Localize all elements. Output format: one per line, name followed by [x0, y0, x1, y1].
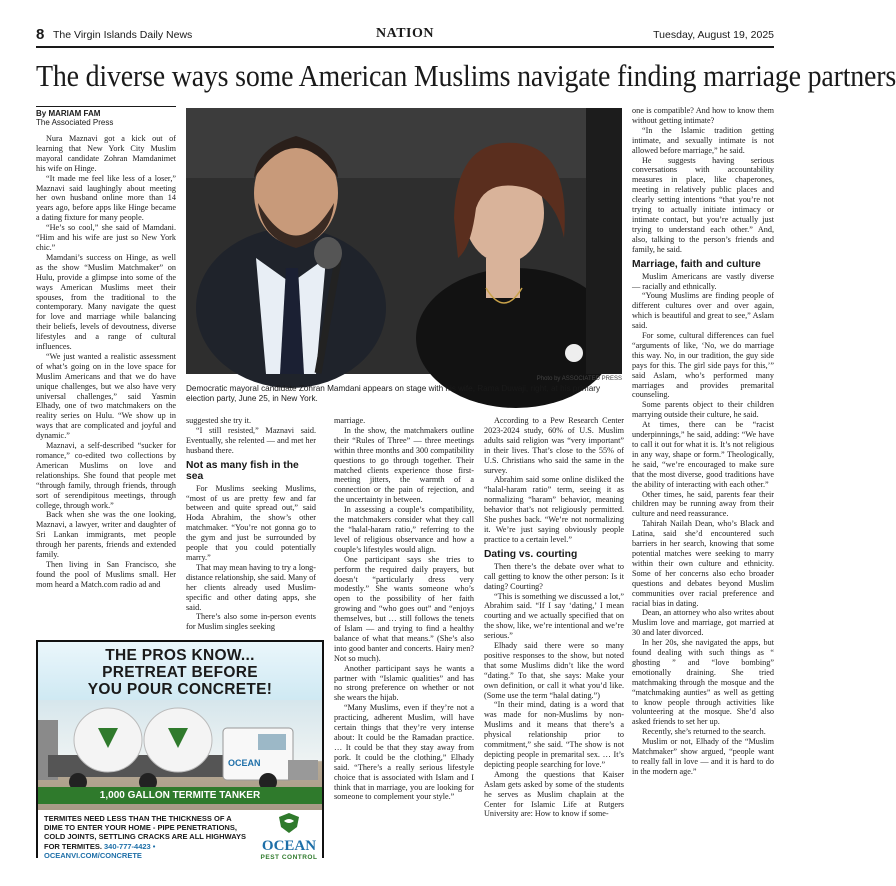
paragraph: “Many Muslims, even if they’re not a practicing, adherent Muslim, will have certain things that they’re very intense about: It could be the Ramadan practice. … It could be that they stay away from pork. It could be the clothing,” Elhady said. “There’s a really serious lifestyle choice that is associated with Islam and I think that in marriage, you are looking for someone to complement your style.”: [334, 703, 474, 802]
paragraph: Abrahim said some online disliked the “halal-haram ratio” term, seeing it as normalizing “haram” behavior, meaning behavior that’s not religiously permitted. She pushes back. “We’re not normalizing it. We’re just saying obviously people practice to a certain level.”: [484, 475, 624, 544]
article-photo: [186, 108, 622, 374]
article-column-4: [484, 416, 624, 866]
ad-contact[interactable]: 340-777-4423 • OCEANVI.COM/CONCRETE: [44, 841, 156, 860]
paragraph: “He’s so cool,” she said of Mamdani. “Him and his wife are just so New York chic.”: [36, 223, 176, 252]
subhead: Marriage, faith and culture: [632, 258, 761, 270]
issue-date: Tuesday, August 19, 2025: [653, 29, 774, 41]
byline-author: By MARIAM FAM: [36, 109, 101, 118]
paragraph: For some, cultural differences can fuel “arguments of like, ‘No, we do marriage this way. No, in our tradition, the guy side pays for this. The girl side pays for this,’” said Aslam, who’s performed many marriages and provides premarital counseling.: [632, 331, 774, 400]
paragraph: Maznavi, a self-described “sucker for romance,” co-edited two collections by American Muslims on love and relationships. She found that people met “through family, through friends, through sort of serendipitous meetings, through college, through work.”: [36, 441, 176, 510]
article-column-5: [632, 106, 774, 868]
photo-credit: Photo by ASSOCIATED PRESS: [536, 376, 622, 382]
paragraph: Some parents object to their children marrying outside their culture, he said.: [632, 400, 774, 420]
paragraph: “This is something we discussed a lot,” Abrahim said. “If I say ‘dating,’ I mean courting and we actually specified that on the show, like, we’re intentional and we’re serious.”: [484, 591, 624, 641]
paper-name: The Virgin Islands Daily News: [53, 29, 193, 41]
headline: The diverse ways some American Muslims navigate finding marriage partners: [36, 58, 896, 93]
paragraph: “In their mind, dating is a word that was made for non-Muslims by non-Muslims and it means that there’s a physical relationship prior to commitment,” she said. “The show is not depicting people in premarital sex. … It’s depicting people searching for love.”: [484, 700, 624, 769]
paragraph: marriage.: [334, 416, 366, 425]
subhead: Dating vs. courting: [484, 548, 578, 560]
article-column-2: [186, 416, 316, 634]
paragraph: suggested she try it.: [186, 416, 252, 425]
paragraph: One participant says she tries to perform the required daily prayers, but doesn’t “particularly dress very modestly.” She wants someone who’s open to the possibility of her faith growing and “who goes out” and “enjoys themselves, but … still follows the tenets of Islam — and trying to find a healthy balance of what that means.” (She’s also into good banter and concerts. Hairy men? Not so much).: [334, 554, 474, 663]
paragraph: “It made me feel like less of a loser,” Maznavi said laughingly about meeting her own husband online more than 14 years ago, before apps like Hinge became a dating fixture for many people.: [36, 173, 176, 223]
paragraph: Then there’s the debate over what to call getting to know the other person: Is it dating? Courting?: [484, 561, 624, 591]
ad-headline: [38, 642, 322, 700]
paragraph: At times, there can be “racist underpinnings,” he said, adding: “We have to call it out for what it is. It’s not religious in any way, shape or form.” Theologically, he said, “we’re encouraged to make sure that the most diverse, good traditions have the ability of interacting with each other.”: [632, 420, 774, 489]
section-name: NATION: [376, 26, 434, 41]
paragraph: “In the Islamic tradition getting intimate, and sexually intimate is not allowed before marriage,” he said.: [632, 125, 774, 155]
ad-headline-line: PRETREAT BEFORE: [102, 664, 258, 681]
paragraph: In her 20s, she navigated the apps, but found dealing with such things as “ ghosting ” and “love bombing” emotionally draining. She tried matchmaking through the mosque and the “matchmaking aunties” as well as getting to know people through activities like volunteering at the mosque. She’d also asked friends to set her up.: [632, 638, 774, 727]
article-column-3: [334, 416, 474, 866]
truck-logo-text: OCEAN: [228, 758, 261, 768]
shield-icon: [278, 812, 300, 834]
ad-tanker-banner: 1,000 GALLON TERMITE TANKER: [38, 787, 322, 804]
paragraph: Another participant says he wants a partner with “Islamic qualities” and has no strong preference on whether or not she wears the hijab.: [334, 663, 474, 703]
article-column-1: [36, 134, 176, 634]
paragraph: Recently, she’s returned to the search.: [642, 727, 766, 737]
paragraph: That may mean having to try a long-distance relationship, she said. Many of her clients already used Muslim-specific and other dating apps, she said.: [186, 562, 316, 612]
paragraph: Muslim Americans are vastly diverse — racially and ethnically.: [632, 271, 774, 291]
paragraph: He suggests having serious conversations with accountability measures in place, like chaperones, meeting in relatively public places and clearly setting intentions “that you’re not trying to actually initiate intimacy or intimate contact, but you’re actually just trying to understand each other.” And, also, talking to the person’s friends and family, he said.: [632, 155, 774, 254]
paragraph: Back when she was the one looking, Maznavi, a lawyer, writer and daughter of Sri Lankan immigrants, met people through her parents, friends and extended family.: [36, 510, 176, 560]
paragraph: one is compatible? And how to know them without getting intimate?: [632, 106, 774, 125]
photo-caption: Democratic mayoral candidate Zohran Mamdani appears on stage with his wife, Rama Duwaji, right, at his primary election party, June 25, in New York.: [186, 384, 601, 403]
byline-agency: The Associated Press: [36, 118, 114, 127]
paragraph: “We just wanted a realistic assessment of what’s going on in the love space for Muslim Americans and that we do have unique challenges, but we also have very universal challenges,” said Yasmin Elhady, one of two matchmakers on the reality series on Hulu. “We show up in ways that are complicated and joyful and dynamic.”: [36, 351, 176, 441]
paragraph: Other times, he said, parents fear their children may be running away from their culture and need reassurance.: [632, 489, 774, 519]
ad-footer: [38, 810, 322, 861]
ad-headline-line: THE PROS KNOW...: [105, 647, 255, 664]
page-header: [36, 26, 774, 48]
ad-body: [44, 814, 249, 860]
paragraph: Dean, an attorney who also writes about Muslim love and marriage, got married at 30 and later divorced.: [632, 608, 774, 638]
subhead: Not as many fish in the sea: [186, 459, 299, 482]
paragraph: In assessing a couple’s compatibility, the matchmakers consider what they call the “halal-haram ratio,” referring to the level of religious observance and how a couple’s lifestyles would align.: [334, 505, 474, 554]
ad-body-text: TERMITES NEED LESS THAN THE THICKNESS OF A DIME TO ENTER YOUR HOME - PIPE PENETRATIONS, COLD JOINTS, SETTLING CRACKS ARE ALL HIGHWAYS FOR TERMITES.: [44, 814, 246, 851]
paragraph: Muslim or not, Elhady of the “Muslim Matchmaker” show argued, “people want to really fall in love — and it is hard to do in the modern age.”: [632, 737, 774, 776]
paragraph: Elhady said there were so many positive responses to the show, but noted that some Muslims didn’t like the word “dating.” To that, she says: Make your own definition, or call it what you’d like. (Some use the term “halal dating.”): [484, 641, 624, 700]
byline: [36, 106, 176, 127]
ad-headline-line: YOU POUR CONCRETE!: [87, 681, 273, 698]
paragraph: Mamdani’s success on Hinge, as well as the show “Muslim Matchmaker” on Hulu, provide a glimpse into some of the ways American Muslims meet their spouses, from the traditional to the contemporary. Many navigate the quest for love and marriage while balancing their beliefs, levels of devoutness, diverse lifestyles and a range of cultural influences.: [36, 252, 176, 352]
paragraph: Among the questions that Kaiser Aslam gets asked by some of the students he serves as Muslim chaplain at the Center for Islamic Life at Rutgers University are: How to know if some-: [484, 769, 624, 819]
ocean-logo: [258, 812, 320, 861]
paragraph: For Muslims seeking Muslims, “most of us are pretty few and far between and quite spread out,” said Hoda Abrahim, the show’s other matchmaker. “You’re not gonna go to the gym and just be surrounded by people that you could potentially marry.”: [186, 483, 316, 562]
paragraph: There’s also some in-person events for Muslim singles seeking: [186, 612, 316, 632]
logo-subtitle: PEST CONTROL: [260, 854, 318, 861]
paragraph: In the show, the matchmakers outline their “Rules of Three” — three meetings within three months and 300 compatibility questions to go through together. Their matched clients experience those first-meeting jitters, the warmth of a connection or the pain of rejection, and the uncertainty in between.: [334, 425, 474, 505]
paragraph: “Young Muslims are finding people of different cultures over and over again, which is beautiful and great to see,” Aslam said.: [632, 291, 774, 331]
paragraph: According to a Pew Research Center 2023-2024 study, 60% of U.S. Muslim adults said religion was “very important” in their lives. That’s close to the 55% of U.S. Christians who said the same in the survey.: [484, 416, 624, 475]
logo-name: OCEAN: [261, 838, 317, 854]
page-number: 8: [36, 26, 45, 43]
photo-illustration: [186, 108, 622, 374]
paragraph: “I still resisted,” Maznavi said. Eventually, she relented — and met her husband there.: [186, 425, 316, 455]
paragraph: Nura Maznavi got a kick out of learning that New York City Muslim mayoral candidate Zohran Mamdanimet his wife on Hinge.: [36, 134, 176, 173]
paragraph: Then living in San Francisco, she found the pool of Muslims small. Her mom heard a Match.com radio ad and: [36, 559, 176, 589]
pest-control-ad[interactable]: [36, 640, 324, 861]
paragraph: Tahirah Nailah Dean, who’s Black and Latina, said she’d encountered such barriers in her search, knowing that some potential matches were seeking to marry within their own culture and ethnicity. Some of her concerns also echo broader questions and debates beyond Muslim communities over racial preference and racial bias in dating.: [632, 519, 774, 608]
